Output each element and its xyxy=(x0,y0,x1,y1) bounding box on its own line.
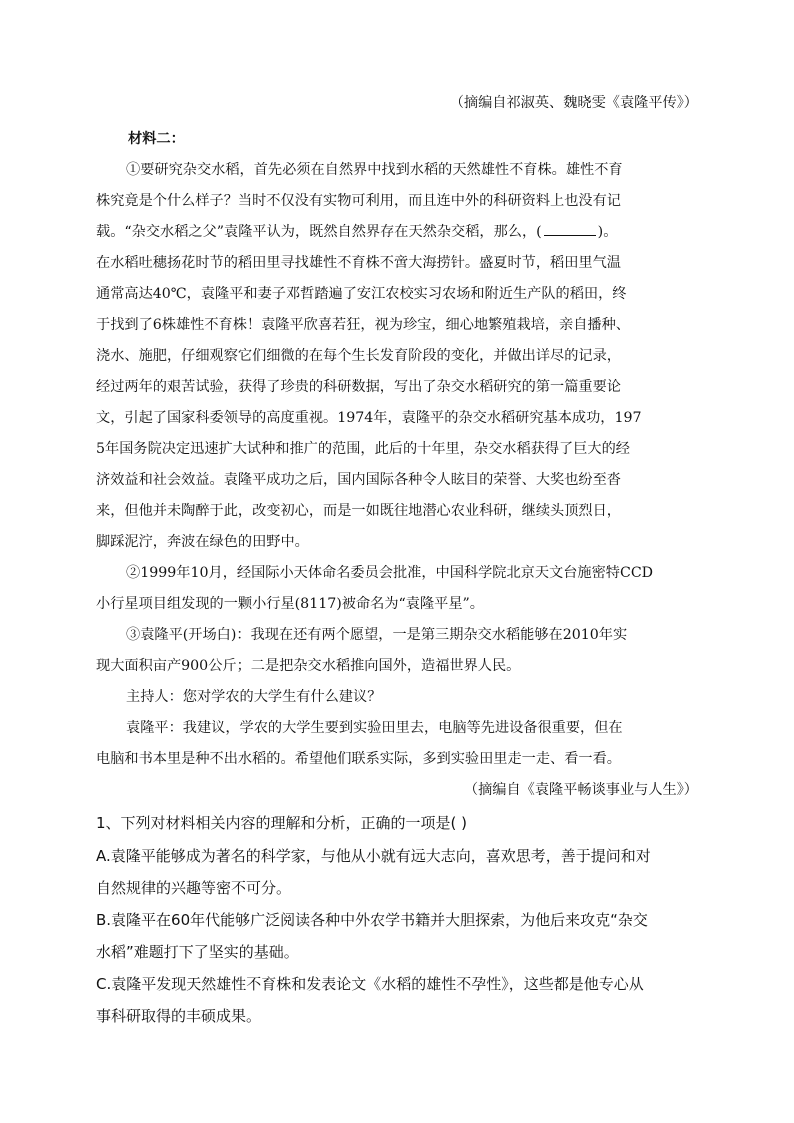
paragraph-1-line: 浇水、施肥，仔细观察它们细微的在每个生长发育阶段的变化，并做出详尽的记录， xyxy=(96,348,621,364)
source-citation-1: （摘编自祁淑英、魏晓雯《袁隆平传》） xyxy=(449,95,698,111)
paragraph-1-line: 于找到了6株雄性不育株！袁隆平欣喜若狂，视为珍宝，细心地繁殖栽培，亲自播种、 xyxy=(96,317,630,333)
paragraph-1-line: 通常高达40℃，袁隆平和妻子邓哲踏遍了安江农校实习农场和附近生产队的稻田，终 xyxy=(96,286,627,302)
paragraph-1-line: ①要研究杂交水稻，首先必须在自然界中找到水稻的天然雄性不育株。雄性不育 xyxy=(126,162,623,178)
paragraph-3-line: 现大面积亩产900公斤；二是把杂交水稻推向国外，造福世界人民。 xyxy=(96,658,521,674)
option-b-line: B.袁隆平在60年代能够广泛阅读各种中外农学书籍并大胆探索，为他后来攻克“杂交 xyxy=(96,911,648,929)
paragraph-1-line: 在水稻吐穗扬花时节的稻田里寻找雄性不育株不啻大海捞针。盛夏时节，稻田里气温 xyxy=(96,255,621,271)
paragraph-1-line: 来，但他并未陶醉于此，改变初心，而是一如既往地潜心农业科研，继续头顶烈日， xyxy=(96,503,621,519)
paragraph-1-line: 株究竟是个什么样子？当时不仅没有实物可利用，而且连中外的科研资料上也没有记 xyxy=(96,193,621,209)
material-2-heading: 材料二： xyxy=(128,131,185,147)
paragraph-4-line: 主持人：您对学农的大学生有什么建议？ xyxy=(126,689,382,705)
option-a-line: A.袁隆平能够成为著名的科学家，与他从小就有远大志向，喜欢思考，善于提问和对 xyxy=(96,847,651,865)
paragraph-2-line: 小行星项目组发现的一颗小行星(8117)被命名为“袁隆平星”。 xyxy=(96,596,484,612)
paragraph-1-line: 脚踩泥泞，奔波在绿色的田野中。 xyxy=(96,534,309,550)
paragraph-1-line: 5年国务院决定迅速扩大试种和推广的范围，此后的十年里，杂交水稻获得了巨大的经 xyxy=(96,441,630,457)
paragraph-1-line xyxy=(96,221,696,241)
paragraph-1-line: 济效益和社会效益。袁隆平成功之后，国内国际各种令人眩目的荣誉、大奖也纷至沓 xyxy=(96,472,621,488)
paragraph-1-line: 经过两年的艰苦试验，获得了珍贵的科研数据，写出了杂交水稻研究的第一篇重要论 xyxy=(96,379,621,395)
paragraph-3-line: ③袁隆平(开场白)：我现在还有两个愿望，一是第三期杂交水稻能够在2010年实 xyxy=(126,627,628,643)
question-stem: 1、下列对材料相关内容的理解和分析，正确的一项是( ) xyxy=(96,814,468,832)
option-c-line: 事科研取得的丰硕成果。 xyxy=(96,1007,262,1025)
option-a-line: 自然规律的兴趣等密不可分。 xyxy=(96,879,292,897)
fill-in-blank xyxy=(544,223,596,236)
paragraph-1-line-tail: )。 xyxy=(597,224,618,240)
paragraph-5-line: 电脑和书本里是种不出水稻的。希望他们联系实际，多到实验田里走一走、看一看。 xyxy=(96,751,621,767)
paragraph-1-line: 文，引起了国家科委领导的高度重视。1974年，袁隆平的杂交水稻研究基本成功，197 xyxy=(96,410,642,426)
option-c-line: C.袁隆平发现天然雄性不育株和发表论文《水稻的雄性不孕性》，这些都是他专心从 xyxy=(96,975,644,993)
option-b-line: 水稻”难题打下了坚实的基础。 xyxy=(96,943,299,961)
paragraph-2-line: ②1999年10月，经国际小天体命名委员会批准，中国科学院北京天文台施密特CCD xyxy=(126,565,654,581)
paragraph-1-line-text: 载。“杂交水稻之父”袁隆平认为，既然自然界存在天然杂交稻，那么，( xyxy=(96,224,542,240)
source-citation-2: （摘编自《袁隆平畅谈事业与人生》） xyxy=(463,782,698,798)
paragraph-5-line: 袁隆平：我建议，学农的大学生要到实验田里去，电脑等先进设备很重要，但在 xyxy=(126,720,623,736)
